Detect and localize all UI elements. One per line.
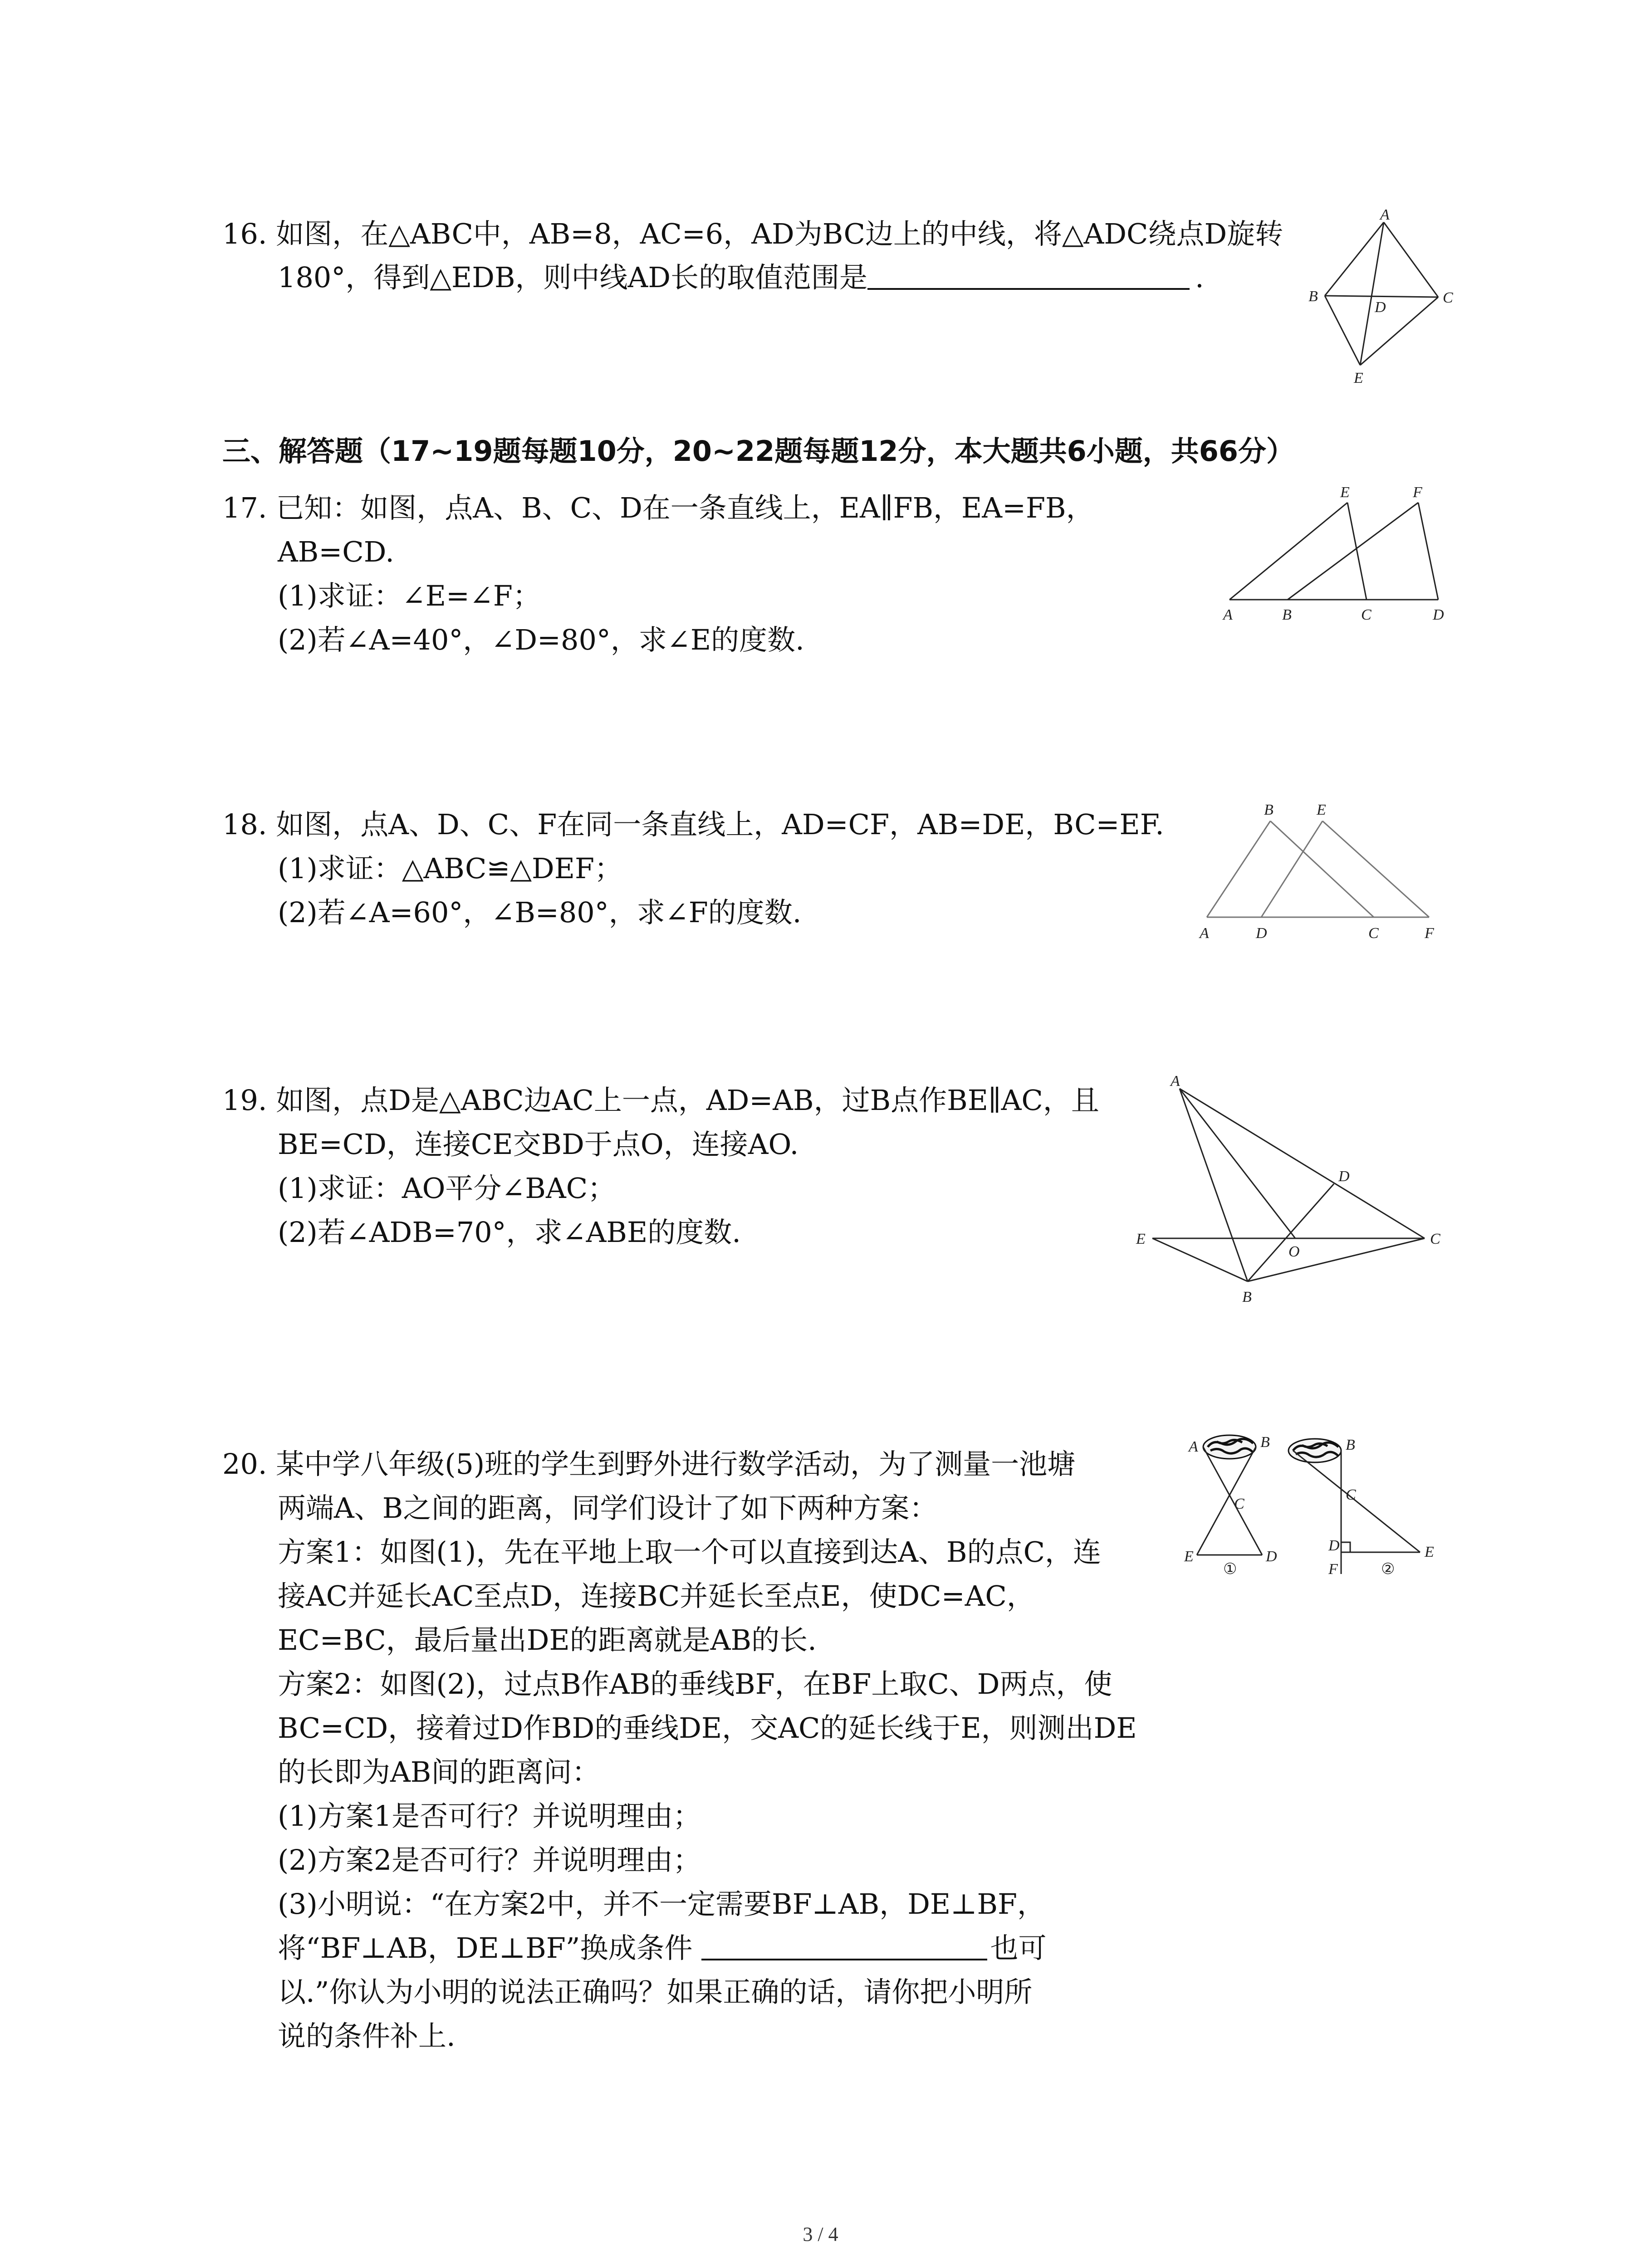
f20a-label-A: A	[1189, 1438, 1198, 1455]
f20b-circle-label: ②	[1381, 1561, 1395, 1578]
figure-q20-2	[1284, 1429, 1456, 1579]
q19-line-2: BE=CD，连接CE交BD于点O，连接AO.	[278, 1128, 799, 1161]
f20a-circle-label: ①	[1223, 1561, 1237, 1578]
q20-line-1: 20. 某中学八年级(5)班的学生到野外进行数学活动，为了测量一池塘	[222, 1447, 1076, 1481]
f17-label-D: D	[1433, 606, 1444, 623]
pond-1-icon	[1203, 1435, 1256, 1459]
q16-line-2-end: .	[1195, 261, 1204, 294]
q20-line-11: (3)小明说：“在方案2中，并不一定需要BF⊥AB，DE⊥BF，	[278, 1887, 1046, 1921]
f19-label-A: A	[1171, 1075, 1180, 1090]
q20-line-12-end: 也可	[990, 1931, 1047, 1965]
f16-label-B: B	[1308, 288, 1318, 305]
f16-label-D: D	[1375, 299, 1386, 316]
f20b-label-D: D	[1328, 1537, 1340, 1554]
q19-line-4: (2)若∠ADB=70°，求∠ABE的度数.	[278, 1216, 741, 1249]
f16-label-C: C	[1443, 289, 1453, 306]
f17-label-A: A	[1223, 606, 1233, 623]
f16-label-A: A	[1380, 209, 1390, 223]
figure-q16	[1307, 209, 1461, 390]
f20b-label-B: B	[1346, 1437, 1355, 1453]
q16-answer-blank[interactable]	[867, 261, 1190, 290]
f18-label-C: C	[1368, 925, 1379, 942]
q17-line-4: (2)若∠A=40°，∠D=80°，求∠E的度数.	[278, 623, 804, 656]
q19-line-3: (1)求证：AO平分∠BAC；	[278, 1172, 616, 1205]
f20a-label-C: C	[1234, 1496, 1244, 1512]
q20-line-8: 的长即为AB间的距离问：	[278, 1755, 600, 1789]
q20-answer-blank[interactable]	[701, 1931, 987, 1960]
f20b-label-E: E	[1425, 1544, 1434, 1560]
q20-line-5: EC=BC，最后量出DE的距离就是AB的长.	[278, 1623, 817, 1657]
q18-line-1: 18. 如图，点A、D、C、F在同一条直线上，AD=CF，AB=DE，BC=EF.	[222, 808, 1164, 841]
f19-label-O: O	[1288, 1243, 1300, 1260]
q20-line-12-text: 将“BF⊥AB，DE⊥BF”换成条件	[278, 1931, 693, 1965]
f18-label-D: D	[1256, 925, 1267, 942]
f19-label-E: E	[1136, 1231, 1146, 1247]
q19-line-1: 19. 如图，点D是△ABC边AC上一点，AD=AB，过B点作BE∥AC，且	[222, 1084, 1099, 1117]
f18-label-B: B	[1264, 802, 1274, 818]
f20b-label-F: F	[1328, 1561, 1338, 1578]
f19-label-D: D	[1338, 1168, 1350, 1185]
q20-line-4: 接AC并延长AC至点D，连接BC并延长至点E，使DC=AC，	[278, 1579, 1035, 1613]
q17-line-1: 17. 已知：如图，点A、B、C、D在一条直线上，EA∥FB，EA=FB，	[222, 491, 1094, 524]
f18-label-F: F	[1425, 925, 1434, 942]
figure-q19	[1134, 1075, 1461, 1311]
q20-line-13: 以.”你认为小明的说法正确吗？如果正确的话，请你把小明所	[278, 1975, 1033, 2009]
f19-label-B: B	[1242, 1289, 1252, 1305]
f20a-label-B: B	[1260, 1434, 1270, 1451]
f18-label-E: E	[1317, 802, 1326, 818]
q20-line-2: 两端A、B之间的距离，同学们设计了如下两种方案：	[278, 1491, 938, 1525]
f17-label-F: F	[1413, 484, 1422, 501]
f19-label-C: C	[1430, 1231, 1440, 1247]
q20-line-7: BC=CD，接着过D作BD的垂线DE，交AC的延长线于E，则测出DE	[278, 1711, 1137, 1745]
figure-q20-1	[1166, 1429, 1302, 1579]
f17-label-E: E	[1340, 484, 1350, 501]
q20-line-9: (1)方案1是否可行？并说明理由；	[278, 1799, 701, 1833]
q18-line-2: (1)求证：△ABC≌△DEF；	[278, 852, 623, 885]
q16-line-2-text: 180°，得到△EDB，则中线AD长的取值范围是	[278, 261, 868, 294]
f20a-label-D: D	[1266, 1548, 1277, 1565]
q16-line-1: 16. 如图，在△ABC中，AB=8，AC=6，AD为BC边上的中线，将△ADC绕点D旋转	[222, 217, 1283, 250]
f17-label-C: C	[1361, 606, 1372, 623]
q20-line-12	[278, 1930, 1047, 1966]
q20-line-6: 方案2：如图(2)，过点B作AB的垂线BF，在BF上取C、D两点，使	[278, 1667, 1112, 1701]
f16-label-E: E	[1354, 370, 1363, 386]
section-3-title: 三、解答题（17~19题每题10分，20~22题每题12分，本大题共6小题，共66分）	[222, 435, 1294, 468]
figure-q18	[1193, 798, 1447, 948]
q17-line-2: AB=CD.	[278, 535, 394, 568]
q17-line-3: (1)求证：∠E=∠F；	[278, 579, 541, 612]
figure-q17	[1220, 481, 1456, 626]
q20-line-3: 方案1：如图(1)，先在平地上取一个可以直接到达A、B的点C，连	[278, 1535, 1102, 1569]
q18-line-3: (2)若∠A=60°，∠B=80°，求∠F的度数.	[278, 896, 802, 929]
page-number: 3 / 4	[803, 2223, 838, 2245]
q16-line-2	[278, 259, 1204, 296]
q20-line-14: 说的条件补上.	[278, 2019, 456, 2053]
f20b-label-C: C	[1346, 1486, 1356, 1503]
f18-label-A: A	[1200, 925, 1209, 942]
pond-2-icon	[1288, 1439, 1341, 1462]
f20a-label-E: E	[1184, 1548, 1194, 1565]
q20-line-10: (2)方案2是否可行？并说明理由；	[278, 1843, 701, 1877]
f17-label-B: B	[1282, 606, 1292, 623]
